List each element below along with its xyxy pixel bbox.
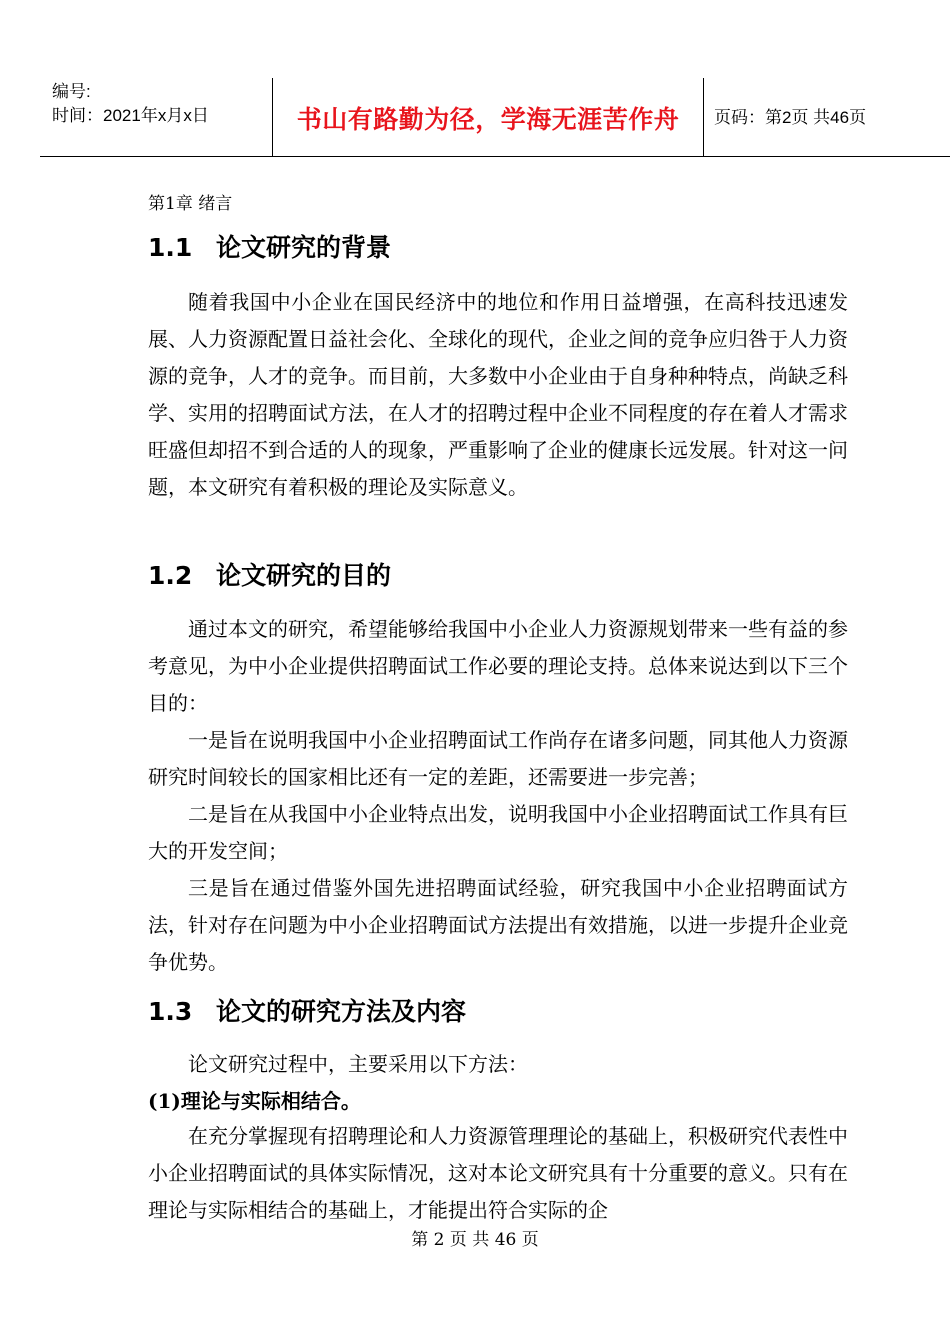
section-number: 1.2 bbox=[148, 561, 193, 590]
paragraph-background: 随着我国中小企业在国民经济中的地位和作用日益增强，在高科技迅速发展、人力资源配置日益社会化、全球化的现代，企业之间的竞争应归咎于人力资源的竞争，人才的竞争。而目前，大多数中小企业由于自身种种特点，尚缺乏科学、实用的招聘面试方法，在人才的招聘过程中企业不同程度的存在着人才需求旺盛但却招不到合适的人的现象，严重影响了企业的健康长远发展。针对这一问题，本文研究有着积极的理论及实际意义。 bbox=[148, 290, 848, 499]
document-number-label: 编号: bbox=[52, 82, 91, 101]
section-title: 论文的研究方法及内容 bbox=[216, 997, 467, 1026]
section-number: 1.1 bbox=[148, 233, 193, 262]
section-heading-1-3 bbox=[148, 996, 466, 1028]
header-page-cell bbox=[704, 78, 950, 156]
paragraph-purpose-2: 二是旨在从我国中小企业特点出发，说明我国中小企业招聘面试工作具有巨大的开发空间； bbox=[148, 802, 848, 863]
page-header bbox=[40, 78, 950, 157]
paragraph-purpose-1: 一是旨在说明我国中小企业招聘面试工作尚存在诸多问题，同其他人力资源研究时间较长的国家相比还有一定的差距，还需要进一步完善； bbox=[148, 728, 848, 789]
section-number: 1.3 bbox=[148, 997, 193, 1026]
paragraph-methods-intro: 论文研究过程中，主要采用以下方法： bbox=[188, 1052, 528, 1076]
header-motto: 书山有路勤为径，学海无涯苦作舟 bbox=[296, 105, 680, 134]
method-item-title: (1)理论与实际相结合。 bbox=[148, 1089, 361, 1113]
section-heading-1-1 bbox=[148, 232, 391, 264]
paragraph-purpose-intro: 通过本文的研究，希望能够给我国中小企业人力资源规划带来一些有益的参考意见，为中小企业提供招聘面试工作必要的理论支持。总体来说达到以下三个目的： bbox=[148, 617, 848, 715]
page-footer: 第 2 页 共 46 页 bbox=[411, 1230, 539, 1250]
section-heading-1-2 bbox=[148, 560, 391, 592]
section-title: 论文研究的背景 bbox=[216, 233, 392, 262]
header-page-info: 页码：第2页 共46页 bbox=[714, 108, 867, 127]
section-title: 论文研究的目的 bbox=[216, 561, 392, 590]
paragraph-method-1: 在充分掌握现有招聘理论和人力资源管理理论的基础上，积极研究代表性中小企业招聘面试的具体实际情况，这对本论文研究具有十分重要的意义。只有在理论与实际相结合的基础上，才能提出符合实际的企 bbox=[148, 1124, 848, 1222]
paragraph-purpose-3: 三是旨在通过借鉴外国先进招聘面试经验，研究我国中小企业招聘面试方法，针对存在问题为中小企业招聘面试方法提出有效措施，以进一步提升企业竞争优势。 bbox=[148, 876, 848, 974]
chapter-title: 第1章 绪言 bbox=[148, 194, 233, 214]
document-time-label: 时间：2021年x月x日 bbox=[52, 106, 209, 125]
header-motto-cell bbox=[273, 78, 704, 156]
header-meta-cell bbox=[40, 78, 273, 156]
